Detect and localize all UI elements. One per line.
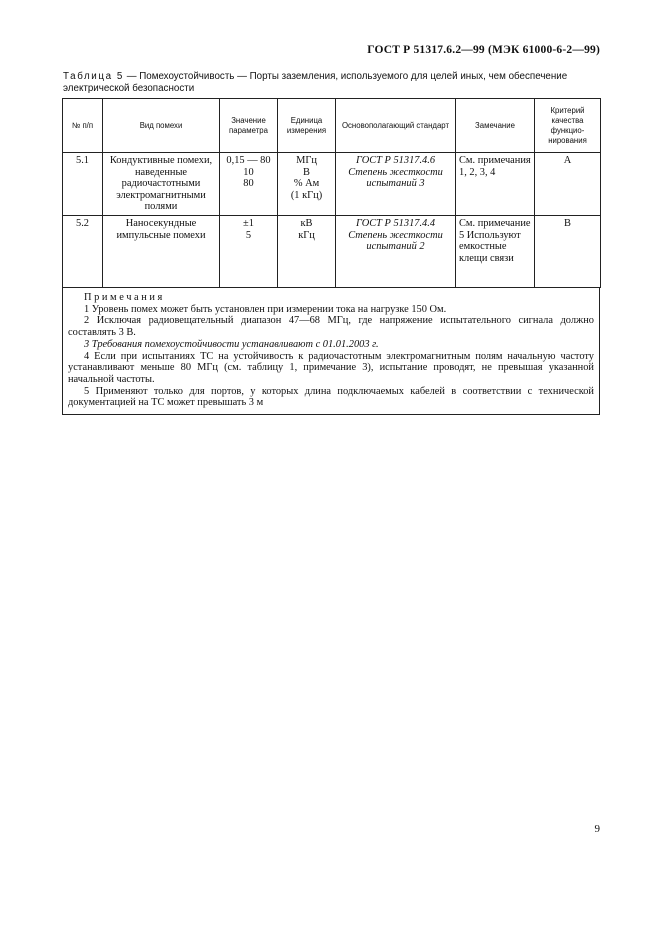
row-number: 5.2	[63, 216, 103, 288]
page-number: 9	[594, 823, 600, 835]
value-line: ±1	[243, 218, 254, 229]
row-kind: Кондуктивные помехи, наведенные радиочастотными электромагнитными полями	[103, 153, 220, 216]
note-item: 5 Применяют только для портов, у которых длина подключаемых кабелей в соответствии с технической документацией на ТС может превышать 3 м	[68, 385, 594, 409]
row-number: 5.1	[63, 153, 103, 216]
unit-line: кВ	[300, 218, 313, 229]
note-item: 3 Требования помехоустойчивости устанавливают с 01.01.2003 г.	[84, 338, 379, 350]
standard-line: ГОСТ Р 51317.4.6	[355, 155, 436, 166]
row-criterion: A	[535, 153, 601, 216]
row-criterion: B	[535, 216, 601, 288]
table-caption	[63, 71, 598, 94]
row-standard	[336, 216, 456, 288]
note-item: 4 Если при испытаниях ТС на устойчивость к радиочастотным электромагнитным полям начальную частоту устанавливают меньше 80 МГц (см. таблицу 1, примечание 3), испытание проводят, не превышая указанной начальной частоты.	[68, 350, 594, 385]
unit-line: В	[303, 166, 310, 178]
value-line: 0,15 — 80	[226, 155, 271, 166]
table-container	[62, 98, 600, 415]
unit-line: кГц	[298, 229, 315, 241]
table-row	[63, 216, 601, 288]
value-line: 5	[245, 229, 252, 241]
col-header-unit: Единица измерения	[278, 99, 336, 153]
value-line: 10	[243, 166, 254, 178]
row-note: См. примечание 5 Используют емкостные клещи связи	[456, 216, 535, 288]
col-header-kind: Вид помехи	[103, 99, 220, 153]
unit-line: МГц	[296, 155, 317, 166]
col-header-note: Замечание	[456, 99, 535, 153]
value-line: 80	[243, 178, 254, 190]
standard-line: ГОСТ Р 51317.4.4	[355, 218, 436, 229]
table-header-row	[63, 99, 601, 153]
table-row	[63, 153, 601, 216]
note-item: 2 Исключая радиовещательный диапазон 47—68 МГц, где напряжение испытательного сигнала должно составлять 3 В.	[68, 315, 594, 339]
unit-line: % Ам	[293, 178, 320, 190]
notes-section	[62, 288, 600, 415]
notes-title-line	[68, 292, 594, 304]
row-value	[220, 153, 278, 216]
row-unit	[278, 153, 336, 216]
interference-table	[62, 98, 601, 288]
document-header: ГОСТ Р 51317.6.2—99 (МЭК 61000-6-2—99)	[367, 44, 600, 56]
standard-line: Степень жесткости испытаний 3	[348, 166, 443, 190]
standard-line: Степень жесткости испытаний 2	[348, 229, 443, 253]
table-caption-lead: Таблица 5	[63, 71, 124, 82]
notes-title: Примечания	[84, 292, 165, 303]
unit-line: (1 кГц)	[290, 189, 323, 201]
col-header-criterion: Критерий качества функцио-нирования	[535, 99, 601, 153]
col-header-value: Значение параметра	[220, 99, 278, 153]
row-standard	[336, 153, 456, 216]
table-caption-text: — Помехоустойчивость — Порты заземления, используемого для целей иных, чем обеспечение электрической безопасности	[63, 71, 568, 94]
col-header-standard: Основополагающий стандарт	[336, 99, 456, 153]
row-value	[220, 216, 278, 288]
col-header-number: № п/п	[63, 99, 103, 153]
note-item: 1 Уровень помех может быть установлен при измерении тока на нагрузке 150 Ом.	[84, 303, 447, 315]
row-unit	[278, 216, 336, 288]
row-kind: Наносекундные импульсные помехи	[103, 216, 220, 288]
row-note: См. примечания 1, 2, 3, 4	[456, 153, 535, 216]
